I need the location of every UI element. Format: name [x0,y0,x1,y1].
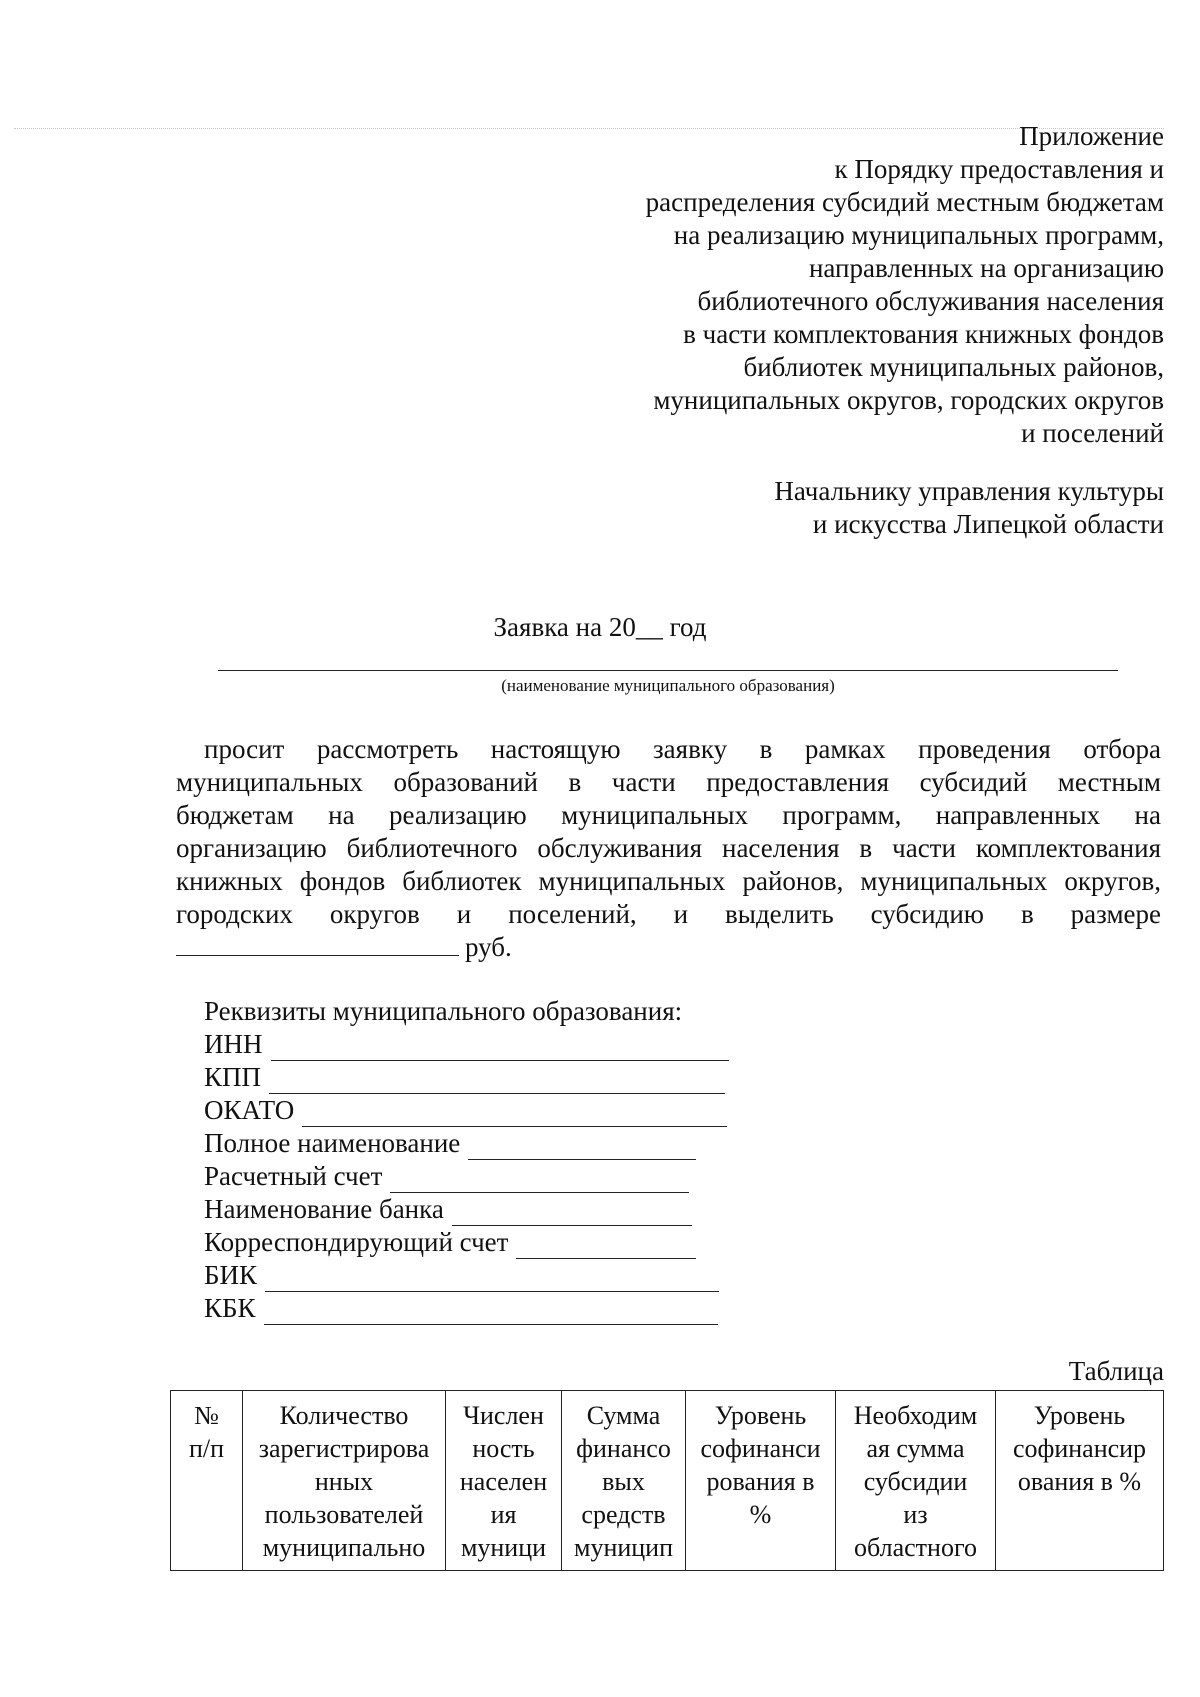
requisites-title: Реквизиты муниципального образования: [204,996,683,1026]
full-name-field[interactable] [468,1135,696,1160]
header-cell-required-subsidy: Необходим ая сумма субсидии из областного [836,1391,996,1571]
requisite-row-bik [204,1259,729,1292]
requisite-row-full-name [204,1127,729,1160]
requisite-row-okato [204,1094,729,1127]
appendix-line: и поселений [1021,418,1164,448]
requisite-row-inn [204,1028,729,1061]
bank-name-field[interactable] [452,1201,692,1226]
addressee-line: и искусства Липецкой области [812,509,1164,539]
header-cell-population: Числен ность населен ия муници [446,1391,562,1571]
requisite-row-kpp [204,1061,729,1094]
inn-field[interactable] [271,1036,729,1061]
requisite-label: Корреспондирующий счет [204,1227,509,1257]
municipality-name-caption: (наименование муниципального образования) [501,676,835,695]
appendix-line: Приложение [1019,121,1164,151]
appendix-line: в части комплектования книжных фондов [683,319,1164,349]
table-label: Таблица [1068,1356,1164,1386]
body-amount-line [176,931,1161,964]
requisite-label: Расчетный счет [204,1161,383,1191]
kbk-field[interactable] [264,1300,718,1325]
requisite-label: ОКАТО [204,1095,295,1125]
appendix-line: распределения субсидий местным бюджетам [645,187,1164,217]
body-line: городских округов и поселений, и выделить субсидию в размере [176,899,1161,929]
requisite-label: КБК [204,1293,256,1323]
body-line: организацию библиотечного обслуживания населения в части комплектования [176,833,1161,863]
requisite-row-corr-account [204,1226,729,1259]
body-line: муниципальных образований в части предоставления субсидий местным [176,767,1161,797]
account-field[interactable] [390,1168,689,1193]
request-body [176,733,1161,964]
bik-field[interactable] [265,1267,719,1292]
header-cell-cofinancing-level: Уровень софинанси рования в % [686,1391,836,1571]
body-line: просит рассмотреть настоящую заявку в рамках проведения отбора [204,734,1161,764]
header-cell-users: Количество зарегистрирова нных пользователей муниципально [243,1391,446,1571]
municipality-name-blank[interactable] [218,670,1118,671]
subsidy-amount-blank[interactable] [176,933,459,956]
body-line: бюджетам на реализацию муниципальных программ, направленных на [176,800,1161,830]
requisite-row-kbk [204,1292,729,1325]
appendix-line: библиотечного обслуживания населения [697,286,1164,316]
requisite-label: КПП [204,1062,262,1092]
appendix-line: на реализацию муниципальных программ, [673,220,1164,250]
header-cell-number: № п/п [171,1391,243,1571]
subsidy-table [170,1390,1164,1571]
body-line: книжных фондов библиотек муниципальных районов, муниципальных округов, [176,866,1161,896]
requisite-label: БИК [204,1260,258,1290]
corr-account-field[interactable] [516,1234,696,1259]
requisite-row-account [204,1160,729,1193]
appendix-heading [524,120,1164,450]
request-title: Заявка на 20__ год [493,612,707,642]
appendix-line: муниципальных округов, городских округов [653,385,1164,415]
requisite-row-bank [204,1193,729,1226]
appendix-line: к Порядку предоставления и [834,154,1164,184]
requisite-label: Наименование банка [204,1194,444,1224]
header-cell-funds: Сумма финансо вых средств муницип [562,1391,686,1571]
requisites-block [204,995,729,1325]
requisite-label: Полное наименование [204,1128,461,1158]
appendix-line: библиотек муниципальных районов, [743,352,1164,382]
table-header-row [171,1391,1164,1571]
addressee-block [524,475,1164,541]
currency-label: руб. [465,932,512,962]
kpp-field[interactable] [269,1069,725,1094]
addressee-line: Начальнику управления культуры [774,476,1164,506]
requisite-label: ИНН [204,1029,263,1059]
appendix-line: направленных на организацию [808,253,1164,283]
okato-field[interactable] [302,1102,727,1127]
header-cell-cofinancing-level-2: Уровень софинансир ования в % [996,1391,1164,1571]
